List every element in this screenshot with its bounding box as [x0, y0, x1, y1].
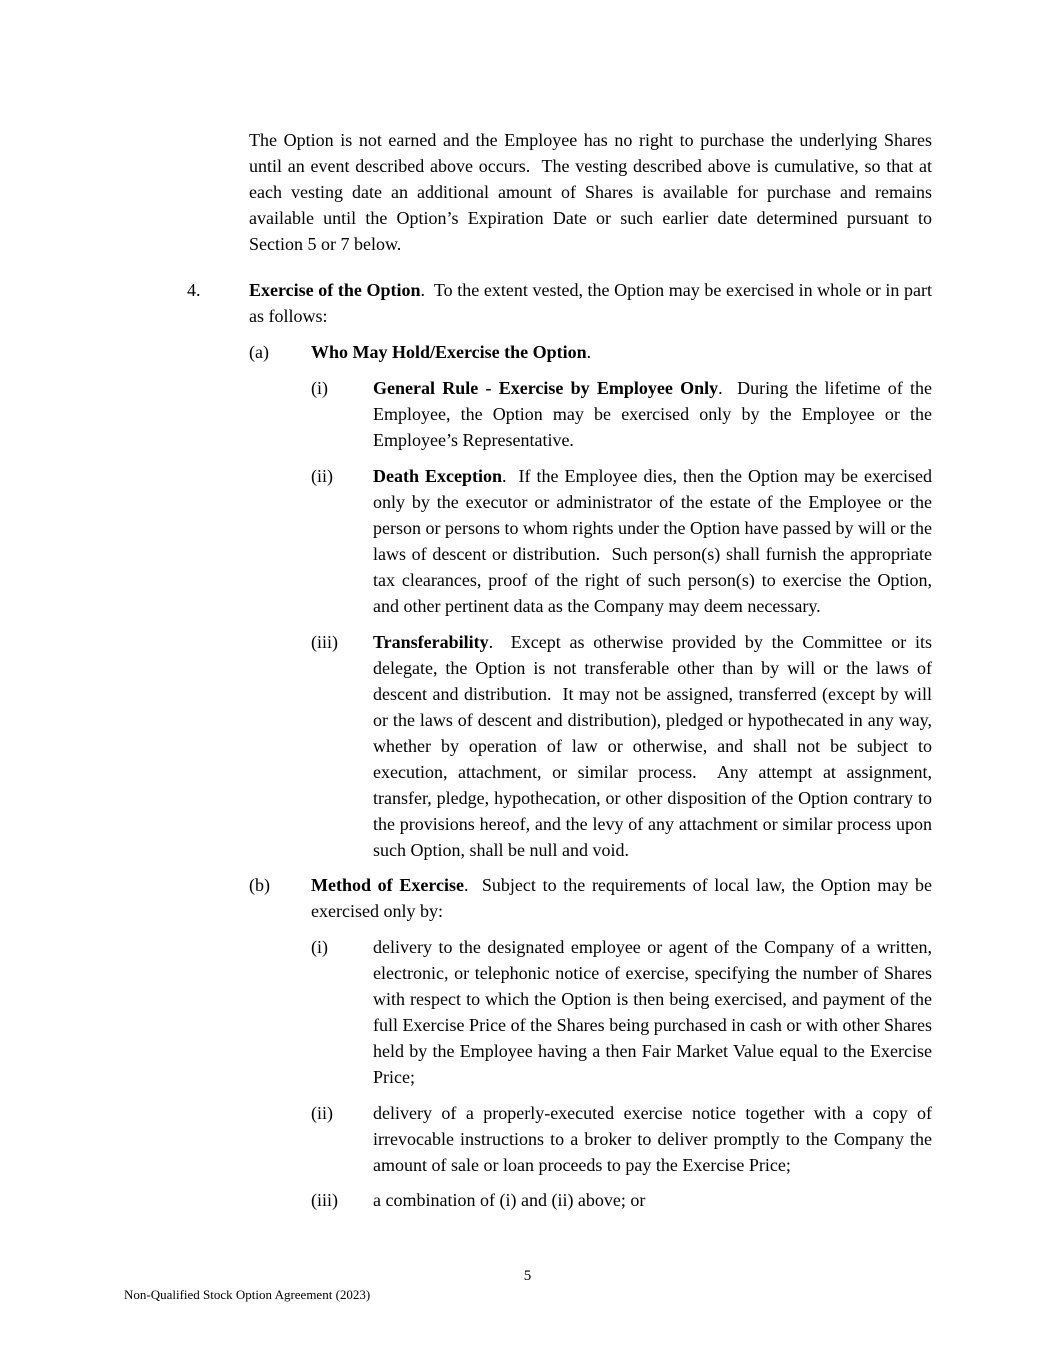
section-4-number: 4.: [187, 280, 201, 300]
clause-a-iii-title: Transferability: [373, 632, 489, 652]
subsection-b-title: Method of Exercise: [311, 875, 465, 895]
clause-b-ii-number: (ii): [311, 1103, 333, 1123]
clause-a-iii-number: (iii): [311, 632, 338, 652]
clause-a-ii-text: Death Exception. If the Employee dies, then the Option may be exercised only by the executor or administrator of the estate of the Employee or the person or persons to whom rights under the Option have passed by will or the laws of descent or distribution. Such person(s) shall furnish the appropriate tax clearances, proof of the right of such person(s) to exercise the Option, and other pertinent data as the Company may deem necessary.: [373, 466, 932, 616]
intro-paragraph: The Option is not earned and the Employee has no right to purchase the underlying Shares until an event described above occurs. The vesting described above is cumulative, so that at each vesting date an additional amount of Shares is available for purchase and remains available until the Option’s Expiration Date or such earlier date determined pursuant to Section 5 or 7 below.: [249, 130, 932, 254]
subsection-a-number: (a): [249, 342, 269, 362]
clause-b-ii-text: delivery of a properly-executed exercise notice together with a copy of irrevocable instructions to a broker to deliver promptly to the Company the amount of sale or loan proceeds to pay the Exercise Price;: [373, 1103, 932, 1175]
page-number: 5: [523, 1268, 532, 1284]
section-4-text: Exercise of the Option. To the extent vested, the Option may be exercised in whole or in part as follows:: [249, 280, 932, 326]
clause-a-iii-text: Transferability. Except as otherwise provided by the Committee or its delegate, the Option is not transferable other than by will or the laws of descent and distribution. It may not be assigned, transferred (except by will or the laws of descent and distribution), pledged or hypothecated in any way, whether by operation of law or otherwise, and shall not be subject to execution, attachment, or similar process. Any attempt at assignment, transfer, pledge, hypothecation, or other disposition of the Option contrary to the provisions hereof, and the levy of any attachment or similar process upon such Option, shall be null and void.: [373, 632, 932, 860]
clause-b-i-text: delivery to the designated employee or agent of the Company of a written, electronic, or telephonic notice of exercise, specifying the number of Shares with respect to which the Option is then being exercised, and payment of the full Exercise Price of the Shares being purchased in cash or with other Shares held by the Employee having a then Fair Market Value equal to the Exercise Price;: [373, 937, 932, 1087]
subsection-b-number: (b): [249, 875, 270, 895]
clause-b-iii-number: (iii): [311, 1190, 338, 1210]
clause-a-i-title: General Rule - Exercise by Employee Only: [373, 378, 719, 398]
clause-b-i-number: (i): [311, 937, 328, 957]
clause-a-ii-title: Death Exception: [373, 466, 503, 486]
subsection-b-text: Method of Exercise. Subject to the requirements of local law, the Option may be exercised only by:: [311, 875, 932, 921]
clause-a-i-text: General Rule - Exercise by Employee Only. During the lifetime of the Employee, the Option may be exercised only by the Employee or the Employee’s Representative.: [373, 378, 932, 450]
section-4-title: Exercise of the Option: [249, 280, 421, 300]
document-footer: Non-Qualified Stock Option Agreement (2023): [124, 1287, 371, 1302]
clause-a-ii-number: (ii): [311, 466, 333, 486]
clause-b-iii-text: a combination of (i) and (ii) above; or: [373, 1190, 646, 1210]
clause-a-i-number: (i): [311, 378, 328, 398]
subsection-a-title: Who May Hold/Exercise the Option: [311, 342, 587, 362]
subsection-a-text: Who May Hold/Exercise the Option.: [311, 342, 592, 362]
